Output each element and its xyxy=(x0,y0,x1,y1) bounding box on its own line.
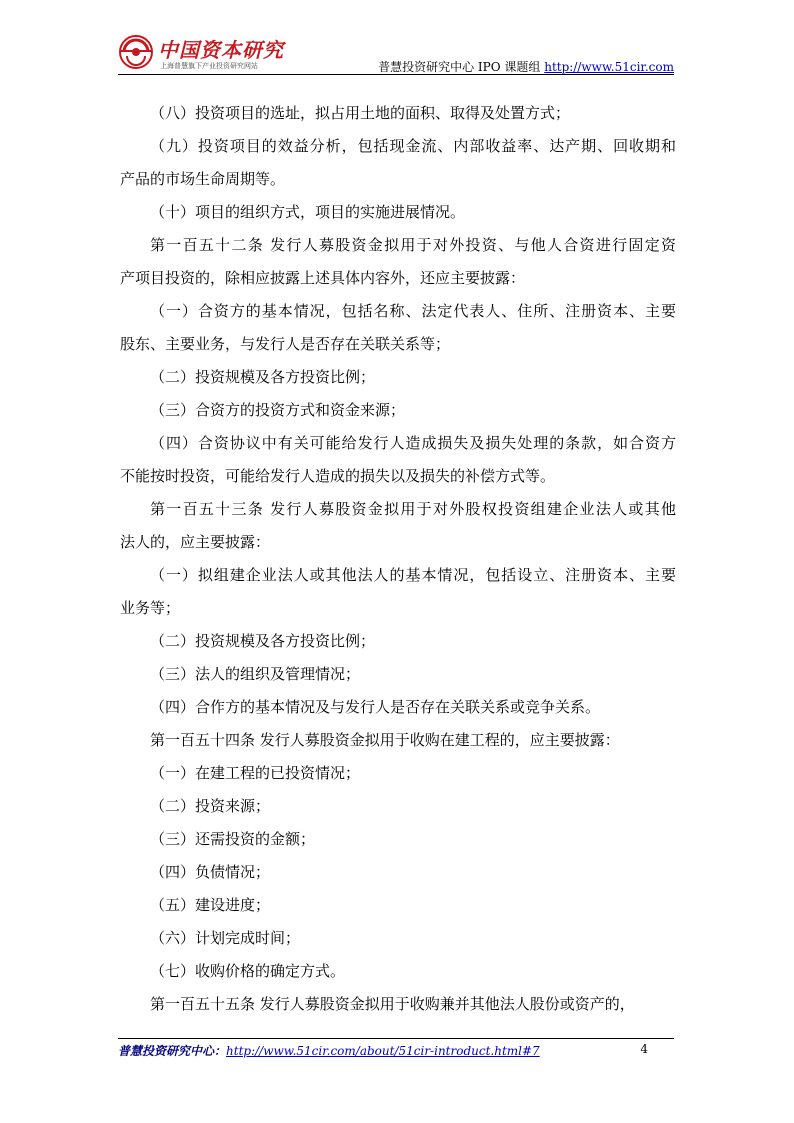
page-header xyxy=(118,28,674,74)
paragraph-line: （二）投资规模及各方投资比例； xyxy=(150,632,376,650)
header-divider xyxy=(118,74,674,75)
paragraph-line: 股东、主要业务，与发行人是否存在关联关系等； xyxy=(120,335,451,353)
paragraph-line: 第一百五十四条 发行人募股资金拟用于收购在建工程的，应主要披露： xyxy=(150,731,620,749)
paragraph-line: （七）收购价格的确定方式。 xyxy=(150,962,346,980)
logo-subtitle: 上海普慧旗下产业投资研究网站 xyxy=(160,62,258,70)
page-footer xyxy=(118,1042,648,1059)
paragraph xyxy=(120,757,676,790)
paragraph xyxy=(120,229,676,295)
footer-label: 普慧投资研究中心： xyxy=(118,1044,227,1058)
paragraph xyxy=(120,658,676,691)
paragraph-line: 产项目投资的，除相应披露上述具体内容外，还应主要披露： xyxy=(120,269,526,287)
paragraph-line: （二）投资规模及各方投资比例； xyxy=(150,368,376,386)
paragraph xyxy=(120,493,676,559)
paragraph-line: 业务等； xyxy=(120,599,181,617)
paragraph xyxy=(120,856,676,889)
paragraph-line: 第一百五十三条 发行人募股资金拟用于对外股权投资组建企业法人或其他 xyxy=(150,500,676,518)
paragraph-line: （三）还需投资的金额； xyxy=(150,830,316,848)
paragraph-line: （一）在建工程的已投资情况； xyxy=(150,764,361,782)
footer-divider xyxy=(118,1038,674,1039)
paragraph xyxy=(120,295,676,361)
paragraph-line: （十）项目的组织方式，项目的实施进展情况。 xyxy=(150,203,466,221)
document-body xyxy=(120,97,676,1021)
header-org xyxy=(378,58,674,75)
header-link[interactable]: http://www.51cir.com xyxy=(544,60,674,74)
paragraph xyxy=(120,361,676,394)
footer-link[interactable]: http://www.51cir.com/about/51cir-introduct.html#7 xyxy=(226,1044,540,1058)
paragraph-line: （三）法人的组织及管理情况； xyxy=(150,665,361,683)
paragraph xyxy=(120,691,676,724)
paragraph xyxy=(120,823,676,856)
paragraph xyxy=(120,889,676,922)
header-org-text: 普慧投资研究中心 IPO 课题组 xyxy=(378,60,545,74)
page-number: 4 xyxy=(640,1042,648,1056)
paragraph-line: （四）合作方的基本情况及与发行人是否存在关联关系或竞争关系。 xyxy=(150,698,601,716)
paragraph xyxy=(120,196,676,229)
paragraph-line: 第一百五十五条 发行人募股资金拟用于收购兼并其他法人股份或资产的， xyxy=(150,995,635,1013)
paragraph xyxy=(120,97,676,130)
paragraph-line: （五）建设进度； xyxy=(150,896,271,914)
paragraph-line: 第一百五十二条 发行人募股资金拟用于对外投资、与他人合资进行固定资 xyxy=(150,236,676,254)
paragraph xyxy=(120,988,676,1021)
logo-mark-icon xyxy=(118,34,154,70)
site-logo[interactable] xyxy=(118,32,318,72)
paragraph xyxy=(120,955,676,988)
paragraph-line: 不能按时投资，可能给发行人造成的损失以及损失的补偿方式等。 xyxy=(120,467,556,485)
paragraph-line: 法人的，应主要披露： xyxy=(120,533,271,551)
paragraph xyxy=(120,394,676,427)
paragraph-line: （八）投资项目的选址，拟占用土地的面积、取得及处置方式； xyxy=(150,104,571,122)
paragraph-line: （六）计划完成时间； xyxy=(150,929,301,947)
paragraph-line: （四）合资协议中有关可能给发行人造成损失及损失处理的条款，如合资方 xyxy=(150,434,676,452)
paragraph-line: （九）投资项目的效益分析，包括现金流、内部收益率、达产期、回收期和 xyxy=(150,137,676,155)
paragraph xyxy=(120,790,676,823)
paragraph xyxy=(120,625,676,658)
paragraph-line: （三）合资方的投资方式和资金来源； xyxy=(150,401,406,419)
paragraph xyxy=(120,724,676,757)
paragraph xyxy=(120,130,676,196)
paragraph-line: 产品的市场生命周期等。 xyxy=(120,170,286,188)
paragraph-line: （二）投资来源； xyxy=(150,797,271,815)
logo-title: 中国资本研究 xyxy=(158,38,284,62)
paragraph xyxy=(120,427,676,493)
paragraph-line: （一）合资方的基本情况，包括名称、法定代表人、住所、注册资本、主要 xyxy=(150,302,676,320)
paragraph xyxy=(120,922,676,955)
paragraph xyxy=(120,559,676,625)
paragraph-line: （一）拟组建企业法人或其他法人的基本情况，包括设立、注册资本、主要 xyxy=(150,566,676,584)
paragraph-line: （四）负债情况； xyxy=(150,863,271,881)
